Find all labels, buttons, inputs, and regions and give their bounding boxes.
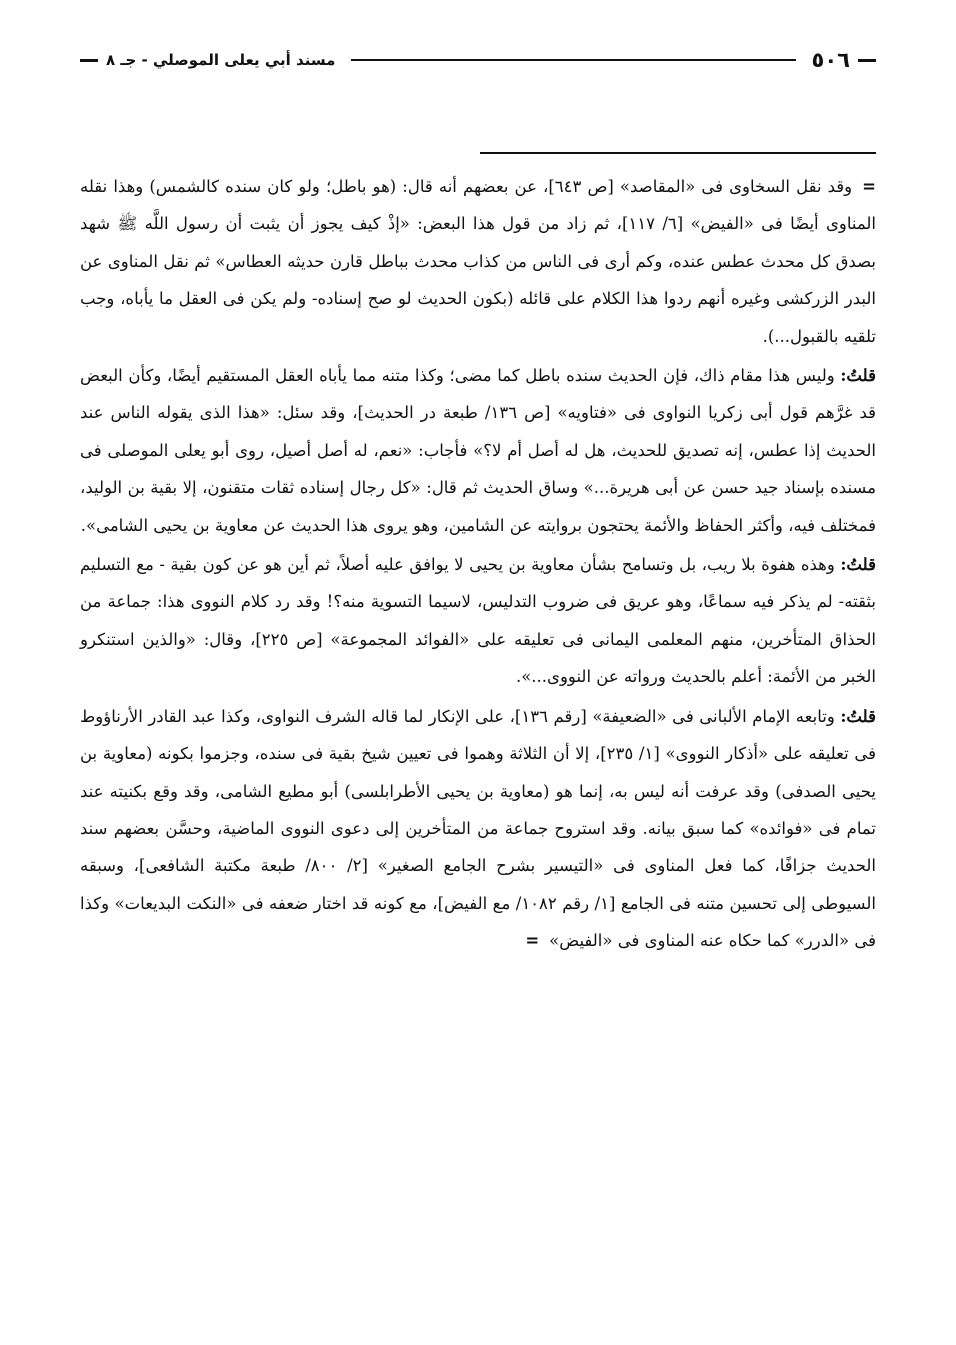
footnote-paragraph-4 xyxy=(80,698,876,960)
footnote-paragraph-2 xyxy=(80,357,876,544)
header-dash-left xyxy=(80,59,98,62)
continued-mark: = xyxy=(525,931,540,951)
footnote-separator xyxy=(480,152,876,154)
header-rule xyxy=(351,59,795,61)
page-header xyxy=(80,40,876,80)
paragraph-text: وهذه هفوة بلا ريب، بل وتسامح بشأن معاوية بن يحيى لا يوافق عليه أصلاً، ثم أين هو عن كون بقية - مع التسليم بثقته- لم يذكر فيه سماعًا، وهو عريق فى ضروب التدليس، لاسيما التسوية منه؟! وقد رد كلام النووى هذا: جماعة من الحذاق المتأخرين، منهم المعلمى اليمانى فى تعليقه على «الفوائد المجموعة» [ص ٢٢٥]، وقال: «والذين استنكرو الخبر من الأئمة: أعلم بالحديث ورواته عن النووى...». xyxy=(80,555,876,687)
footnote-paragraph-3 xyxy=(80,546,876,696)
paragraph-lead: قلتُ: xyxy=(840,366,876,386)
page-number: ٥٠٦ xyxy=(811,48,850,72)
paragraph-text: وقد نقل السخاوى فى «المقاصد» [ص ٦٤٣]، عن بعضهم أنه قال: (هو باطل؛ ولو كان سنده كالشمس) وهذا نقله المناوى أيضًا فى «الفيض» [٦/ ١١٧]، ثم زاد من قول هذا البعض: «إذْ كيف يجوز أن يثبت أن رسول اللَّه ﷺ شهد بصدق كل محدث عطس عنده، وكم أرى فى الناس من كذاب محدث بباطل قارن حديثه العطاس» ثم نقل المناوى عن البدر الزركشى وغيره أنهم ردوا هذا الكلام على قائله (بكون الحديث لو صح إسناده- ولم يكن فى العقل ما يأباه، وجب تلقيه بالقبول...). xyxy=(80,177,876,346)
paragraph-lead: قلتُ: xyxy=(840,555,876,575)
continuation-mark: = xyxy=(862,177,876,196)
paragraph-text: وتابعه الإمام الألبانى فى «الضعيفة» [رقم ١٣٦]، على الإنكار لما قاله الشرف النواوى، وكذا عبد القادر الأرناؤوط فى تعليقه على «أذكار النووى» [١/ ٢٣٥]، إلا أن الثلاثة وهموا فى تعيين شيخ بقية فى سنده، وجزموا بكونه (معاوية بن يحيى الصدفى) وقد عرفت أنه ليس به، إنما هو (معاوية بن يحيى الأطرابلسى) أبو مطيع الشامى، وقد وقع بكنيته عند تمام فى «فوائده» كما سبق بيانه. وقد استروح جماعة من المتأخرين إلى دعوى النووى الماضية، وحسَّن بعضهم سند الحديث جزافًا، كما فعل المناوى فى «التيسير بشرح الجامع الصغير» [٢/ ٨٠٠/ طبعة مكتبة الشافعى]، وسبقه السيوطى إلى تحسين متنه فى الجامع [١/ رقم ١٠٨٢/ مع الفيض]، مع كونه قد اختار ضعفه فى «النكت البديعات» وكذا فى «الدرر» كما حكاه عنه المناوى فى «الفيض» xyxy=(80,706,877,951)
header-dash-right xyxy=(858,59,876,62)
footnote-body xyxy=(80,168,876,962)
footnote-paragraph-1 xyxy=(80,168,876,355)
paragraph-text: وليس هذا مقام ذاك، فإن الحديث سنده باطل كما مضى؛ وكذا متنه مما يأباه العقل المستقيم أيضًا، وكأن البعض قد غرَّهم قول أبى زكريا النواوى فى «فتاويه» [ص ١٣٦/ طبعة در الحديث]، وقد سئل: «هذا الذى يقوله الناس عند الحديث إذا عطس، إنه تصديق للحديث، هل له أصل أم لا؟» فأجاب: «نعم، له أصل أصيل، روى أبو يعلى الموصلى فى مسنده بإسناد جيد حسن عن أبى هريرة...» وساق الحديث ثم قال: «كل رجال إسناده ثقات متقنون، إلا بقية بن الوليد، فمختلف فيه، وأكثر الحفاظ والأئمة يحتجون بروايته عن الشامين، وهو يروى هذا الحديث عن معاوية بن يحيى الشامى». xyxy=(80,366,877,535)
book-title: مسند أبي يعلى الموصلي - جـ ٨ xyxy=(106,51,336,69)
paragraph-lead: قلتُ: xyxy=(840,706,876,726)
